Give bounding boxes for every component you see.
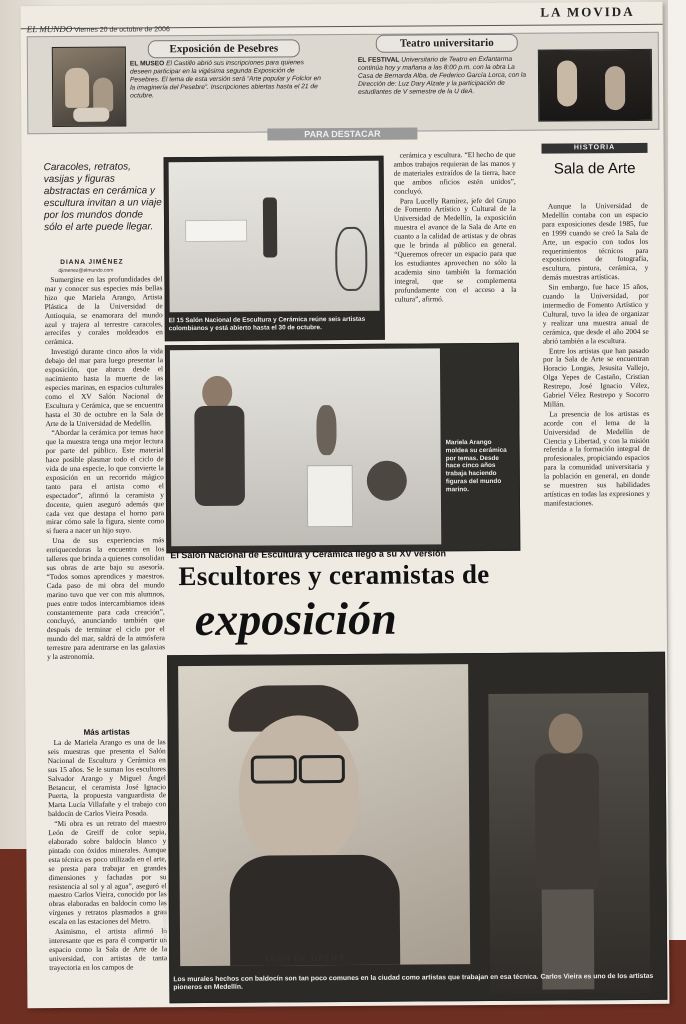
page-header — [21, 2, 663, 35]
article-column-1 — [44, 275, 165, 663]
paragraph: Investigó durante cinco años la vida debajo del mar para luego presentar la exposición, que abarca desde el nacimiento hasta la muerte de las especies marinas, en espacios culturales como el XV Salón Nacional de Escultura y Cerámica, que se encuentra hasta el 30 de octubre en la Sala de Arte de la Universidad de Medellín. — [44, 346, 164, 428]
paragraph: Sumergirse en las profundidades del mar y conocer sus especies más bellas hizo que Mariela Arango, Artista Plástica de la Universidad de Antioquia, se enamorara del mundo azul y trajera al terrestre caracoles, arrecifes y corales moldeados en cerámica. — [44, 274, 163, 347]
author-byline: DIANA JIMÉNEZ — [60, 258, 124, 266]
paragraph: La presencia de los artistas es acorde con el lema de la Universidad de Medellín de Ciencia y Libertad, y con la misión referida a la formación integral de profesionales, propiciando espacios para la comunidad universitaria y la población en general, en donde se muestren sus habilidades artísticas en todas las expresiones y manifestaciones. — [543, 408, 650, 508]
paper-name: EL MUNDO — [26, 23, 73, 35]
sidebar-column — [542, 202, 650, 510]
issue-date: Viernes 20 de octubre de 2006 — [74, 26, 170, 34]
paragraph: Para Lucelly Ramírez, jefe del Grupo de Fomento Artístico y Cultural de la Universidad de Medellín, la exposición muestra el avance de la Sala de Arte en cuanto a la calidad de artistas y de obras que le brinda al público en general. “Queremos ofrecer un espacio para que los estudiantes aprovechen no sólo la academia sino también la formación integral, que se complementa profundamente con el acceso a la cultura”, afirmó. — [393, 195, 517, 304]
pesebres-lead: EL MUSEO — [129, 60, 165, 68]
pesebres-text — [130, 59, 326, 100]
gallery-caption: El 15 Salón Nacional de Escultura y Cerámica reúne seis artistas colombianos y está abierto hasta el 30 de octubre. — [168, 315, 366, 333]
pesebres-body: El Castillo abrió sus inscripciones para quienes deseen participar en la vigésima segunda Exposición de Pesebres. El tema de esta versión será “Arte popular y Folclor en la imaginería del Pesebre”. Inscripciones abiertas hasta el 21 de octubre. — [129, 59, 322, 100]
teatro-photo — [538, 49, 652, 122]
author-email: djimenez@elmundo.com — [58, 267, 114, 274]
headline: Escultores y ceramistas de — [178, 558, 490, 592]
paragraph: Una de sus experiencias más enriquecedoras la encuentra en los talleres que brinda a quienes consolidan sus obras de arte bajo su asesoría. “Todos somos aprendices y maestros. Cada paso de mi obra del mundo marino tuvo que ver con mis alumnos, pues entre todos intercambiamos ideas constantemente para cada creación”, concluyó, anunciando también que después de terminar el ciclo por el mundo del mar, saldrá de la atmósfera terrestre para adentrarse en las galaxias y la astronomía. — [46, 535, 166, 662]
teatro-title: Teatro universitario — [376, 34, 518, 53]
mural-signature: LEON DE GREIFF — [265, 954, 346, 964]
teatro-body: Universitario de Teatro en Exfantarma continúa hoy y mañana a las 8:00 p.m. con la obra La Casa de Bernarda Alba, de Federico García Lorca, con la Dirección de: Luz Dary Alzate y la participación de estudiantes de V semestre de la U deA. — [357, 55, 527, 96]
paragraph: La de Mariela Arango es una de las seis muestras que presenta el Salón Nacional de Escultura y Cerámica en sus 15 años. Se le suman los escultores Salvador Arango y Miguel Ángel Betancur, el ceramista José Ignacio Puerta, la propuesta vanguardista de Marta Lucía Villafañe y el trabajo con baldocín de Carlos Vieira Posada. — [47, 737, 167, 819]
article-column-1b — [48, 738, 168, 973]
mariela-caption: Mariela Arango moldea su cerámica por temas. Desde hace cinco años trabaja haciendo figuras del mundo marino. — [445, 438, 507, 494]
teatro-lead: EL FESTIVAL — [357, 56, 400, 64]
paragraph: “Mi obra es un retrato del maestro León de Greiff de color sepia, elaborado sobre baldocín blanco y pintado con óxidos minerales. Aunque esta técnica es poco utilizada en el arte, se presta para trabajar en grandes dimensiones y fachadas por su resistencia al sol y al agua”, aseguró el maestro Carlos Vieira, conocido por las obras elaboradas en baldocín como las vírgenes y retratos plasmados a gran escala en las estaciones del Metro. — [48, 818, 167, 927]
paragraph: cerámica y escultura. “El hecho de que ambos trabajos requieran de las manos y de materiales extraídos de la tierra, hace que ambos oficios estén unidos”, concluyó. — [393, 149, 516, 196]
mural-photo — [167, 652, 667, 1003]
para-destacar-banner: PARA DESTACAR — [267, 127, 417, 140]
pesebre-photo — [52, 47, 127, 128]
pesebres-title: Exposición de Pesebres — [148, 39, 300, 58]
section-title: LA MOVIDA — [540, 3, 635, 20]
article-lede: Caracoles, retratos, vasijas y figuras abstractas en cerámica y escultura invitan a un viaje por los mundos donde sólo el arte puede llegar. — [43, 161, 162, 234]
paragraph: Aunque la Universidad de Medellín contaba con un espacio para exposiciones desde 1985, fue en 1999 cuando se creó la Sala de Arte, un espacio con todos los requerimientos técnicos para exposiciones de fotografía, escultura, pintura, cerámica, y demás muestras artísticas. — [541, 200, 649, 282]
mural-caption: Los murales hechos con baldocín son tan poco comunes en la ciudad como artistas que trabajan en esa técnica. Carlos Vieira es uno de los artistas pioneros en Medellín. — [173, 972, 654, 992]
historia-tag: HISTORIA — [541, 143, 647, 154]
paragraph: Sin embargo, fue hace 15 años, cuando la Universidad, por intermedio de Fomento Artístico y Cultural, tuvo la idea de organizar y realizar una muestra anual de cerámica, que desde el año 2004 se abrió también a la escultura. — [542, 282, 649, 346]
paragraph: “Abordar la cerámica por temas hace que la muestra tenga una mejor lectura por parte del público. Este material hace posible plasmar todo el ciclo de vida de una especie, lo que convierte la exposición en un recorrido mágico tanto para el artista como el espectador”, afirmó la ceramista y docente, quien aseguró además que cada vez que destapa el horno para mirar cómo sale la figura, siente como si fuera a nacer un hijo suyo. — [45, 427, 165, 536]
highlights-box — [27, 32, 660, 134]
paragraph: Entre los artistas que han pasado por la Sala de Arte se encuentran Horacio Longas, Jesusita Vallejo, Olga Yepes de Castaño, Cristian Restrepo, José Ignacio Vélez, Gabriel Vélez Restrepo y Socorro Millán. — [542, 345, 650, 409]
newspaper-clipping — [21, 2, 670, 1008]
teatro-text — [358, 56, 530, 97]
paragraph: Asimismo, el artista afirmó lo interesante que es para él compartir un espacio como la Sala de Arte de la universidad, con artistas de tanta trayectoria en los campos de — [49, 926, 168, 972]
dateline — [27, 23, 170, 34]
headline-exposicion: exposición — [194, 592, 397, 646]
adjacent-paper — [668, 0, 686, 940]
headline-kicker: El Salón Nacional de Escultura y Cerámica llegó a su XV versión — [170, 548, 446, 561]
article-column-2 — [394, 151, 517, 305]
gallery-photo — [164, 156, 385, 342]
sala-de-arte-title: Sala de Arte — [553, 159, 636, 178]
photo-credit: OMAR PORTELA — [162, 905, 170, 946]
subhead-mas-artistas: Más artistas — [83, 727, 130, 737]
